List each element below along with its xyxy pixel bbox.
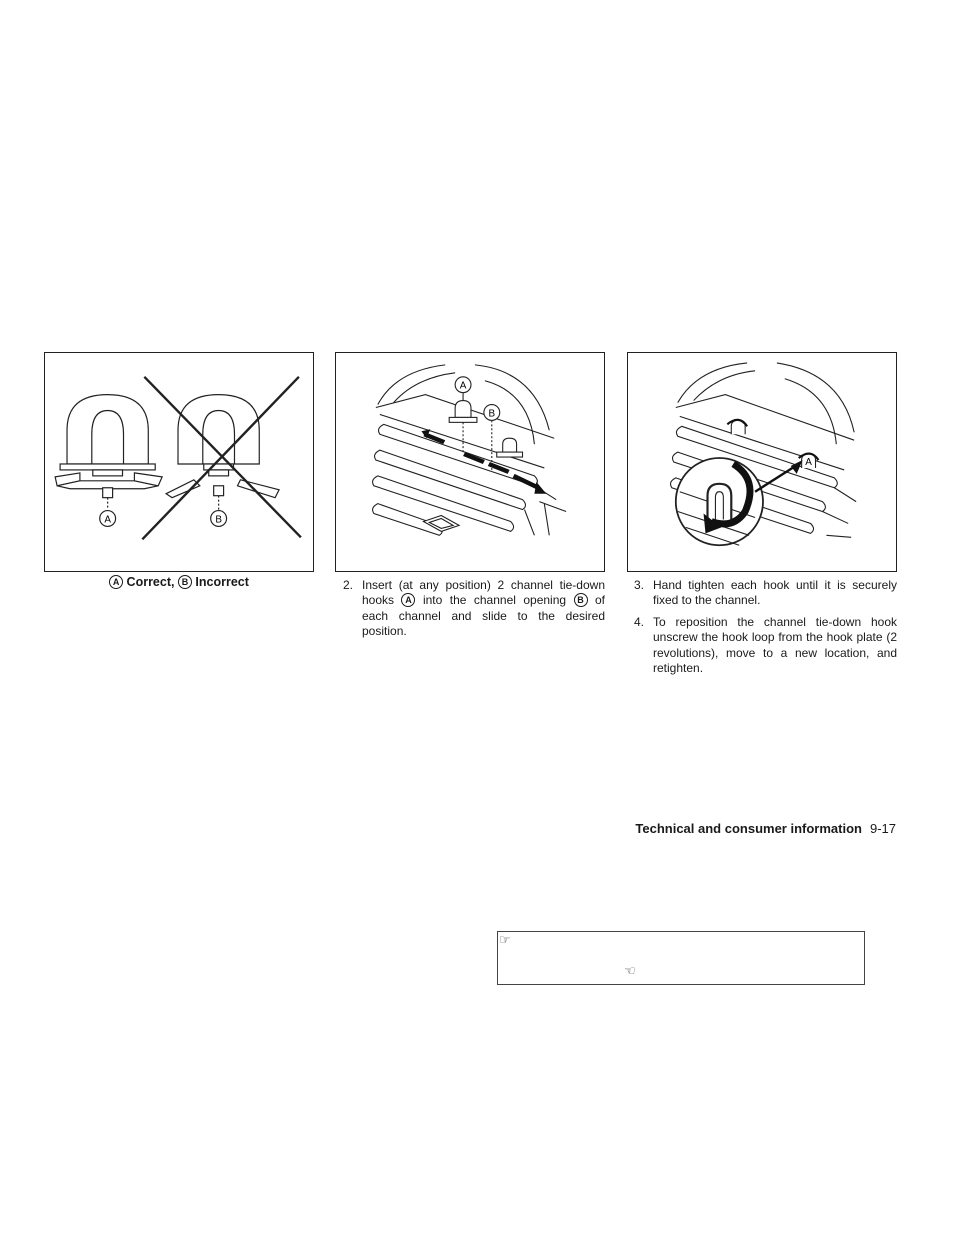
figure-hook-correct-incorrect [44, 352, 314, 572]
hook-a-drawing [55, 395, 162, 527]
step-3-text: Hand tighten each hook until it is securely fixed to the channel. [653, 578, 897, 608]
step-2-text-part2: into the channel opening [415, 593, 574, 608]
hand-icon: ☜ [624, 963, 636, 978]
fig1-label-b: B [215, 514, 222, 526]
step-2-marker-a: A [401, 593, 415, 607]
step-3 [634, 578, 897, 609]
caption-text-incorrect: Incorrect [191, 575, 249, 589]
step-2 [343, 578, 605, 639]
tighten-hooks-illustration [628, 353, 896, 571]
page-number: 9-17 [869, 821, 896, 836]
insert-hooks-illustration [336, 353, 604, 571]
figure-tighten-hooks [627, 352, 897, 572]
step-3-number: 3. [634, 578, 645, 592]
step-4-text: To reposition the channel tie-down hook unscrew the hook loop from the hook plate (2 revolutions), move to a new location, and retighten. [653, 615, 897, 675]
figure-insert-hooks [335, 352, 605, 572]
note-box [497, 931, 865, 985]
caption-marker-b: B [178, 575, 192, 589]
pointing-hand-icon: ☞ [499, 932, 511, 947]
step-2-number: 2. [343, 578, 354, 592]
caption-text-correct: Correct, [123, 575, 178, 589]
fig1-label-a: A [104, 514, 111, 526]
footer-section-title: Technical and consumer information [635, 821, 862, 836]
fig2-label-b: B [488, 408, 496, 420]
hook-comparison-illustration [45, 353, 313, 571]
caption-marker-a: A [109, 575, 123, 589]
step-4 [634, 615, 897, 676]
step-2-marker-b: B [574, 593, 588, 607]
fig2-label-a: A [459, 380, 467, 392]
page-footer [635, 821, 896, 836]
fig3-label-a: A [805, 456, 812, 468]
step-4-number: 4. [634, 615, 645, 629]
slide-arrows [421, 429, 546, 493]
step-2-text-part1: Insert (at any position) 2 channel tie-down hooks [362, 578, 605, 608]
magnified-detail [676, 458, 763, 545]
step-2-text-part3: of each channel and slide to the desired position. [362, 593, 605, 638]
figure-1-caption [44, 575, 314, 589]
